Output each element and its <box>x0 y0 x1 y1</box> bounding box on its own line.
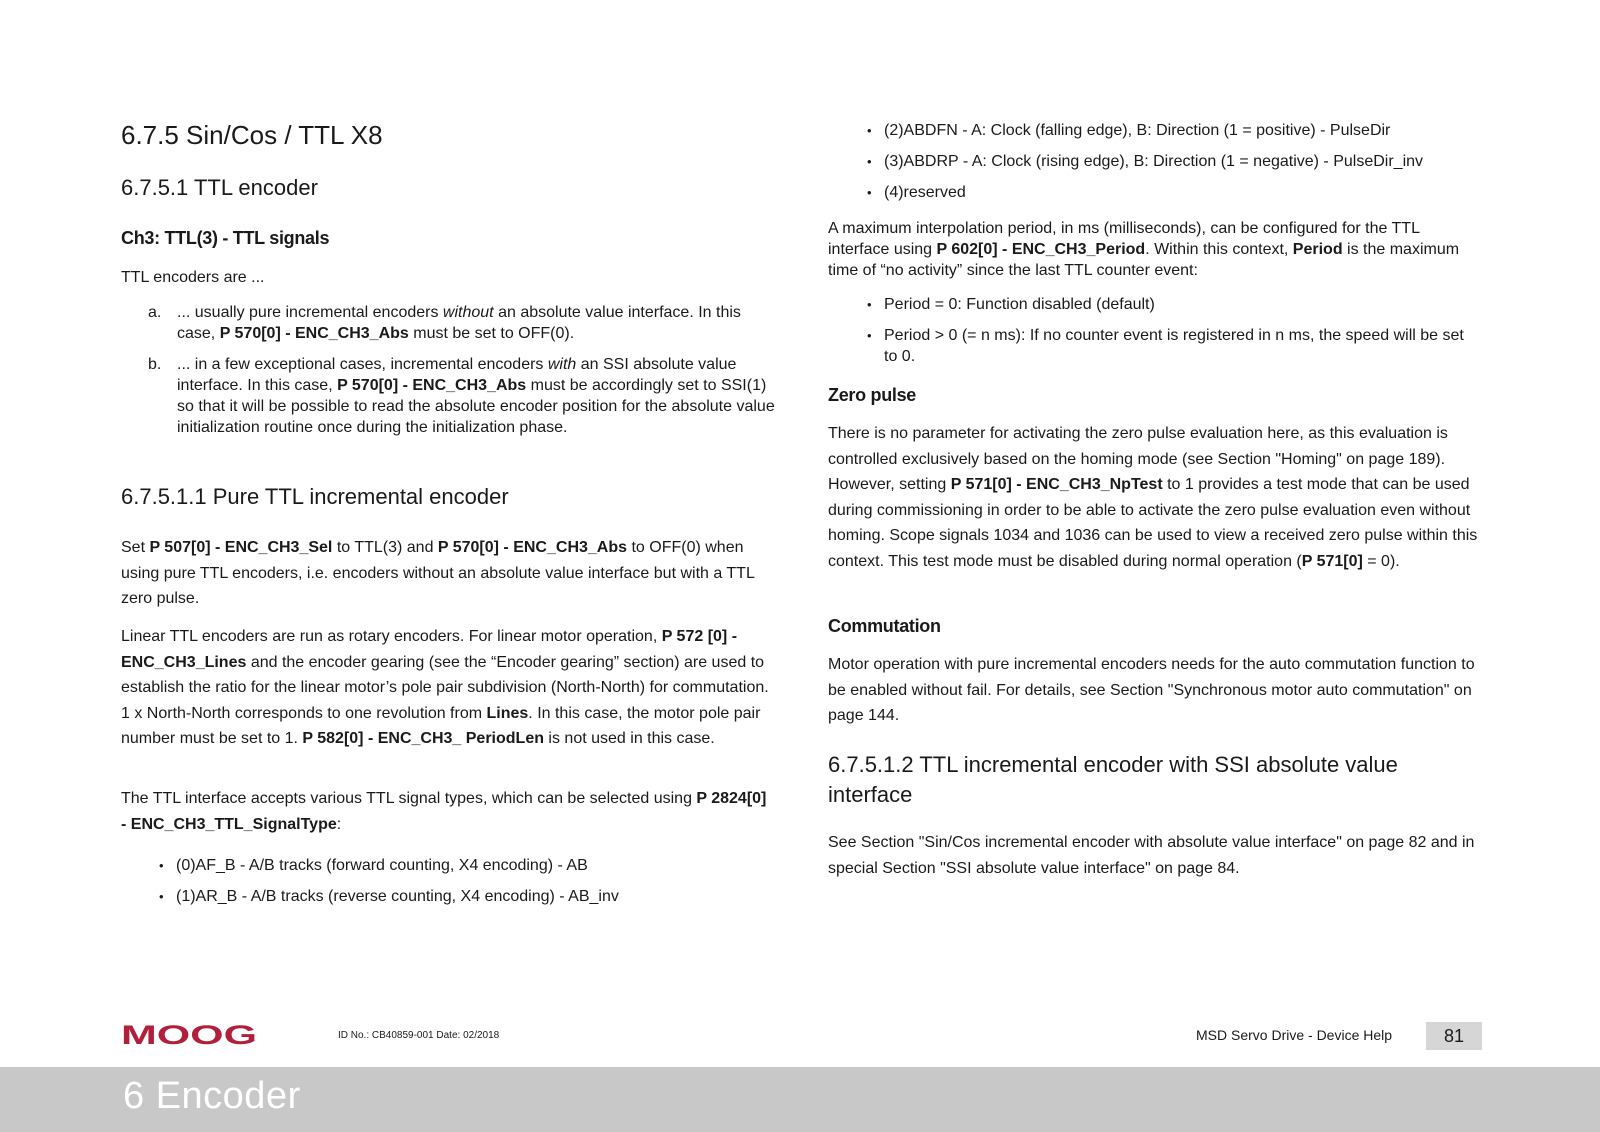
zero-pulse-para: There is no parameter for activating the zero pulse evaluation here, as this evaluation is controlled exclusively based on the homing mode (see Section "Homing" on page 189). However, setting P 571[0] - ENC_CH3_NpTest to 1 provides a test mode that can be used during commissioning in order to be able to activate the zero pulse evaluation even without homing. Scope signals 1034 and 1036 can be used to view a received zero pulse within this context. This test mode must be disabled during normal operation (P 571[0] = 0). <box>828 425 1478 570</box>
signal-type-list-right <box>864 120 1484 213</box>
zero-pulse-heading: Zero pulse <box>828 385 917 405</box>
intro-text: TTL encoders are ... <box>121 269 265 286</box>
subsection-title: 6.7.5.1 TTL encoder <box>121 175 318 200</box>
svg-text:MOOG: MOOG <box>121 1024 257 1046</box>
ch3-heading: Ch3: TTL(3) - TTL signals <box>121 228 330 248</box>
section-title: 6.7.5 Sin/Cos / TTL X8 <box>121 120 383 150</box>
list-item: a. ... usually pure incremental encoders without an absolute value interface. In this case, P 570[0] - ENC_CH3_Abs must be set to OFF(0). <box>148 304 741 342</box>
param-ref: P 570[0] - ENC_CH3_Abs <box>219 325 409 342</box>
encoder-case-list <box>148 302 778 448</box>
commutation-para: Motor operation with pure incremental encoders needs for the auto commutation function to be enabled without fail. For details, see Section "Synchronous motor auto commutation" on page 144. <box>828 656 1475 724</box>
pure-ttl-title: 6.7.5.1.1 Pure TTL incremental encoder <box>121 484 509 509</box>
signal-type-list-left <box>156 855 776 917</box>
chapter-title: 6 Encoder <box>123 1075 301 1117</box>
list-item: • (0)AF_B - A/B tracks (forward counting, X4 encoding) - AB <box>156 855 776 876</box>
signal-type-para: The TTL interface accepts various TTL signal types, which can be selected using P 2824[0] - ENC_CH3_TTL_SignalType: <box>121 790 767 833</box>
moog-logo <box>121 1024 257 1046</box>
list-item: • Period > 0 (= n ms): If no counter event is registered in n ms, the speed will be set to 0. <box>864 325 1476 367</box>
linear-ttl-para: Linear TTL encoders are run as rotary encoders. For linear motor operation, P 572 [0] - ENC_CH3_Lines and the encoder gearing (see the “Encoder gearing” section) are used to establish the ratio for the linear motor’s pole pair subdivision (North-North) for commutation. 1 x North-North corresponds to one revolution from Lines. In this case, the motor pole pair number must be set to 1. P 582[0] - ENC_CH3_ PeriodLen is not used in this case. <box>121 628 769 747</box>
page-number: 81 <box>1426 1022 1482 1050</box>
list-item: • (3)ABDRP - A: Clock (rising edge), B: Direction (1 = negative) - PulseDir_inv <box>864 151 1484 172</box>
list-item: • Period = 0: Function disabled (default) <box>864 294 1476 315</box>
list-marker: a. <box>148 304 162 321</box>
list-item: • (4)reserved <box>864 182 1484 203</box>
period-list <box>864 294 1476 377</box>
list-item: b. ... in a few exceptional cases, incremental encoders with an SSI absolute value interface. In this case, P 570[0] - ENC_CH3_Abs must be accordingly set to SSI(1) so that it will be possible to read the absolute encoder position for the absolute value initialization routine once during the initialization phase. <box>148 356 775 436</box>
list-marker: b. <box>148 356 162 373</box>
commutation-heading: Commutation <box>828 616 941 636</box>
document-id: ID No.: CB40859-001 Date: 02/2018 <box>338 1030 500 1041</box>
list-item: • (1)AR_B - A/B tracks (reverse counting, X4 encoding) - AB_inv <box>156 886 776 907</box>
param-ref: P 570[0] - ENC_CH3_Abs <box>337 377 527 394</box>
pure-ttl-para: Set P 507[0] - ENC_CH3_Sel to TTL(3) and P 570[0] - ENC_CH3_Abs to OFF(0) when using pure TTL encoders, i.e. encoders without an absolute value interface but with a TTL zero pulse. <box>121 539 755 607</box>
document-title: MSD Servo Drive - Device Help <box>1196 1027 1393 1043</box>
list-item: • (2)ABDFN - A: Clock (falling edge), B: Direction (1 = positive) - PulseDir <box>864 120 1484 141</box>
period-para: A maximum interpolation period, in ms (milliseconds), can be configured for the TTL interface using P 602[0] - ENC_CH3_Period. Within this context, Period is the maximum time of “no activity” since the last TTL counter event: <box>828 220 1460 279</box>
ssi-title: 6.7.5.1.2 TTL incremental encoder with SSI absolute value interface <box>828 752 1398 807</box>
ssi-para: See Section "Sin/Cos incremental encoder with absolute value interface" on page 82 and in special Section "SSI absolute value interface" on page 84. <box>828 834 1475 877</box>
